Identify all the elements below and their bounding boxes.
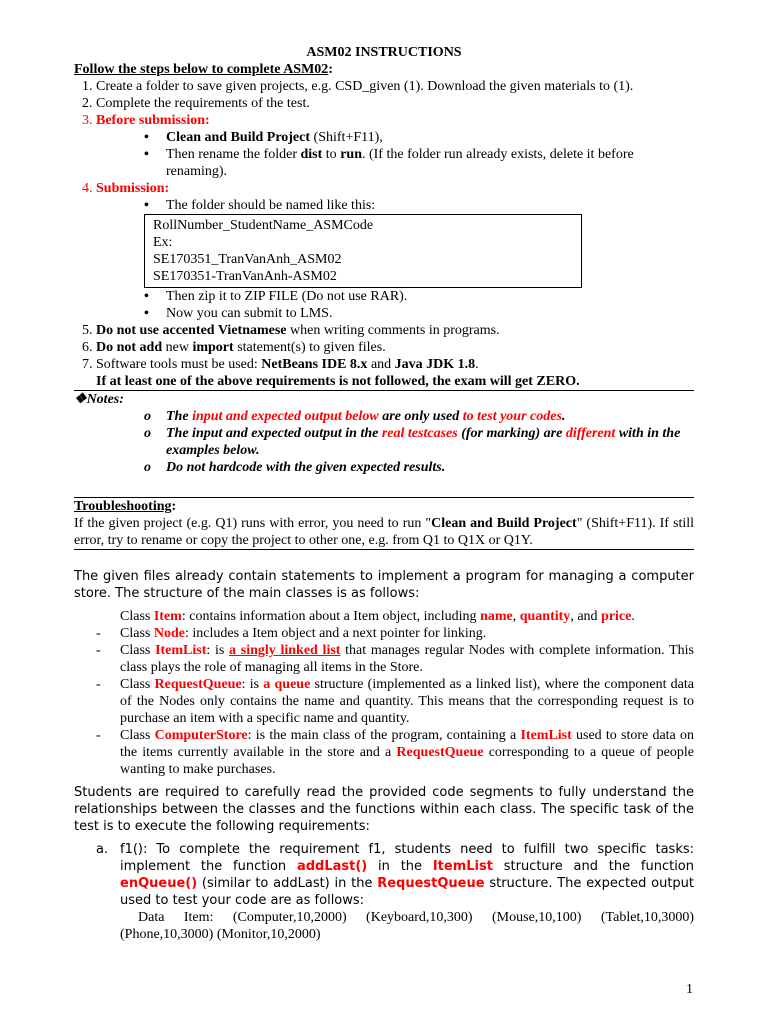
box-line: RollNumber_StudentName_ASMCode — [153, 218, 374, 233]
document-page — [74, 44, 694, 943]
box-line: SE170351-TranVanAnh-ASM02 — [153, 269, 337, 284]
class-item: - Class ComputerStore: is the main class of the program, containing a ItemList used to store data on the items currently available in the store and a RequestQueue corresponding to a queue of people wanting to make purchases. — [120, 727, 694, 778]
requirements-list — [74, 841, 694, 943]
diamond-icon: ❖ — [74, 392, 87, 407]
troubleshooting-text: If the given project (e.g. Q1) runs with error, you need to run "Clean and Build Project" (Shift+F11). If still error, try to rename or copy the project to other one, e.g. from Q1 to Q1X or Q1Y. — [74, 516, 694, 548]
zero-warning: If at least one of the above requirements is not followed, the exam will get ZERO. — [96, 374, 580, 389]
classes-list — [74, 608, 694, 778]
step-4-bullets-2 — [96, 288, 694, 322]
intro-paragraph: The given files already contain statements to implement a program for managing a computer store. The structure of the main classes is as follows: — [74, 569, 694, 601]
step-3: 3. Before submission: • Clean and Build Project (Shift+F11), • Then rename the folder dist to run. (If the folder run already exists, delete it before renaming). — [96, 112, 694, 180]
notes-list — [74, 408, 694, 476]
class-item: - Class Node: includes a Item object and a next pointer for linking. — [120, 625, 694, 642]
page-number: 1 — [686, 982, 693, 997]
students-paragraph: Students are required to carefully read the provided code segments to fully understand the relationships between the classes and the functions within each class. The specific task of the test is to execute the following requirements: — [74, 785, 694, 834]
step-1: 1. Create a folder to save given projects, e.g. CSD_given (1). Download the given materials to (1). — [96, 78, 694, 95]
box-line: Ex: — [153, 235, 173, 250]
step-2: 2. Complete the requirements of the test. — [96, 95, 694, 112]
class-item: Class Item: contains information about a Item object, including name, quantity, and price. — [120, 609, 635, 624]
document-title: ASM02 INSTRUCTIONS — [306, 45, 462, 60]
step-3-bullets — [96, 129, 694, 180]
note-item: o Do not hardcode with the given expected results. — [166, 459, 694, 476]
naming-example-box — [144, 214, 582, 288]
notes-heading: ❖Notes: — [74, 392, 124, 407]
list-item: • Now you can submit to LMS. — [166, 305, 694, 322]
list-item: • The folder should be named like this: — [166, 197, 694, 214]
follow-heading-line: Follow the steps below to complete ASM02: — [74, 62, 333, 77]
step-6: 6. Do not add new import statement(s) to given files. — [96, 339, 694, 356]
list-item: • Then rename the folder dist to run. (If the folder run already exists, delete it before renaming). — [166, 146, 694, 180]
list-item: • Then zip it to ZIP FILE (Do not use RAR). — [166, 288, 694, 305]
class-item: - Class RequestQueue: is a queue structure (implemented as a linked list), where the component data of the Nodes only contains the name and quantity. This means that the corresponding request is to purchase an item with a specific name and quantity. — [120, 676, 694, 727]
note-item: o The input and expected output below are only used to test your codes. — [166, 408, 694, 425]
step-7: 7. Software tools must be used: NetBeans IDE 8.x and Java JDK 1.8. If at least one of the above requirements is not followed, the exam will get ZERO. — [96, 356, 694, 390]
note-item: o The input and expected output in the real testcases (for marking) are different with in the examples below. — [166, 425, 694, 459]
class-item: - Class ItemList: is a singly linked list that manages regular Nodes with complete information. This class plays the role of managing all items in the Store. — [120, 642, 694, 676]
list-item: • Clean and Build Project (Shift+F11), — [166, 129, 694, 146]
troubleshooting-heading-line: Troubleshooting: — [74, 499, 177, 514]
requirement-item: a. f1(): To complete the requirement f1, students need to fulfill two specific tasks: implement the function addLast() in the ItemList structure and the function enQueue() (similar to addLast) in the RequestQueue structure. The expected output used to test your code are as follows: — [120, 841, 694, 909]
data-item-output: Data Item: (Computer,10,2000) (Keyboard,10,300) (Mouse,10,100) (Tablet,10,3000) (Phone,10,3000) (Monitor,10,2000) — [120, 910, 694, 942]
step-5: 5. Do not use accented Vietnamese when writing comments in programs. — [96, 322, 694, 339]
follow-heading: Follow the steps below to complete ASM02 — [74, 62, 329, 77]
steps-list — [74, 78, 694, 390]
box-line: SE170351_TranVanAnh_ASM02 — [153, 252, 342, 267]
step-4-bullets — [96, 197, 694, 214]
step-4: 4. Submission: • The folder should be named like this: RollNumber_StudentName_ASMCode Ex: SE170351_TranVanAnh_ASM02 SE170351-TranVanAnh-ASM02 • Then zip it to ZIP FILE (Do not use RAR). • Now you can submit to LMS. — [96, 180, 694, 322]
troubleshooting-heading: Troubleshooting — [74, 499, 172, 514]
